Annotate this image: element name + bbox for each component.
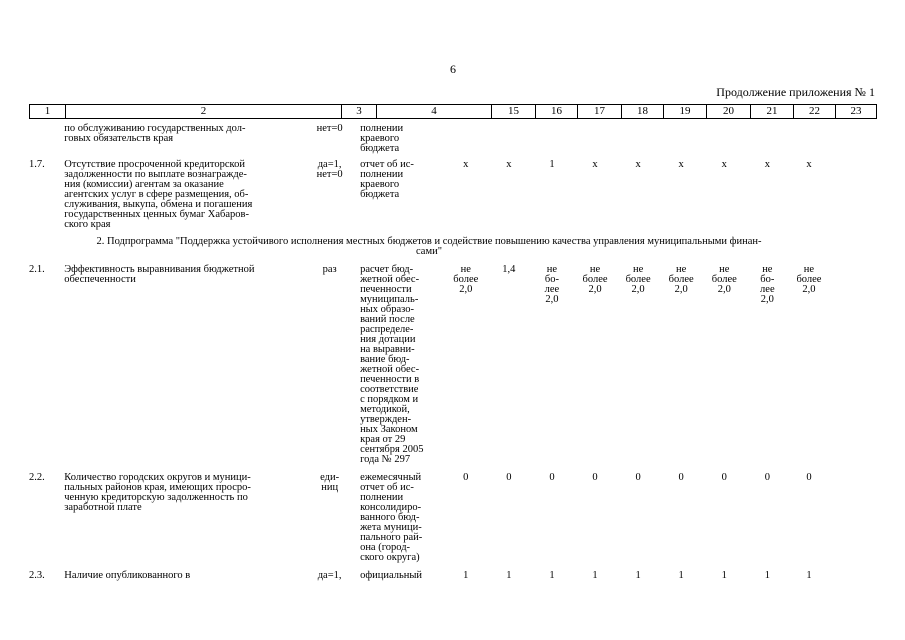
value-col-15: 1 xyxy=(463,570,469,581)
source: полнении краевого бюджета xyxy=(360,123,404,154)
value-col-16: х xyxy=(506,159,512,170)
value-col-19: не более 2,0 xyxy=(625,264,651,295)
value-col-15: х xyxy=(463,159,469,170)
indicator-name: Отсутствие просроченной кредиторской задолженности по выплате вознагражде- ния (комиссии) агентам за оказание агентских услуг в сфере размещения, об- служивания, выкупа, обмена и погашения государственных ценных бумаг Хабаров- ского края xyxy=(64,159,253,230)
unit: нет=0 xyxy=(316,123,343,134)
indicator-name: Количество городских округов и муници- пальных районов края, имеющих просро- ченную кредиторскую задолженность по заработной плате xyxy=(64,472,251,513)
value-col-22: 0 xyxy=(764,472,770,483)
value-col-17: не бо- лее 2,0 xyxy=(544,264,560,305)
indicator-name: Эффективность выравнивания бюджетной обеспеченности xyxy=(64,264,255,285)
unit: раз xyxy=(322,264,337,275)
value-col-15: 0 xyxy=(463,472,469,483)
value-col-21: 1 xyxy=(721,570,727,581)
col-header-20: 20 xyxy=(707,105,751,119)
unit: еди- ниц xyxy=(320,472,340,493)
unit: да=1, нет=0 xyxy=(316,159,343,180)
col-header-3: 3 xyxy=(342,105,377,119)
value-col-20: 1 xyxy=(678,570,684,581)
value-col-23: не более 2,0 xyxy=(796,264,822,295)
value-col-22: не бо- лее 2,0 xyxy=(760,264,775,305)
value-col-19: 0 xyxy=(635,472,641,483)
col-header-18: 18 xyxy=(622,105,664,119)
value-col-16: 0 xyxy=(506,472,512,483)
table-row xyxy=(29,124,829,154)
column-header-row xyxy=(29,104,877,119)
value-col-17: 0 xyxy=(549,472,555,483)
value-col-20: х xyxy=(678,159,684,170)
col-header-17: 17 xyxy=(578,105,622,119)
table-body xyxy=(29,124,829,581)
section-heading: 2. Подпрограмма "Поддержка устойчивого исполнения местных бюджетов и содействие повышению качества управления муниципальными финан- сами" xyxy=(96,236,762,257)
col-header-23: 23 xyxy=(836,105,877,119)
value-col-18: не более 2,0 xyxy=(582,264,608,295)
row-number: 2.3. xyxy=(29,570,45,581)
col-header-21: 21 xyxy=(751,105,794,119)
value-col-17: 1 xyxy=(549,570,555,581)
value-col-19: х xyxy=(635,159,641,170)
page-number: 6 xyxy=(450,62,456,76)
table-row xyxy=(29,265,829,465)
value-col-16: 1 xyxy=(506,570,512,581)
col-header-4: 4 xyxy=(377,105,492,119)
value-col-18: х xyxy=(592,159,598,170)
value-col-23: 1 xyxy=(806,570,812,581)
indicator-name: по обслуживанию государственных дол- говых обязательств края xyxy=(64,123,246,144)
source: расчет бюд- жетной обес- печенности муниципаль- ных образо- ваний после распределе- ния дотации на выравни- вание бюд- жетной обес- печенности в соответствие с порядком и методикой, утвержден- ных Законом края от 29 сентября 2005 года № 297 xyxy=(360,264,424,465)
value-col-22: 1 xyxy=(764,570,770,581)
value-col-17: 1 xyxy=(549,159,555,170)
value-col-20: 0 xyxy=(678,472,684,483)
continuation-label: Продолжение приложения № 1 xyxy=(716,85,875,99)
source: официальный xyxy=(360,570,423,581)
value-col-18: 0 xyxy=(592,472,598,483)
value-col-18: 1 xyxy=(592,570,598,581)
unit: да=1, xyxy=(317,570,342,581)
col-header-1: 1 xyxy=(30,105,66,119)
row-number: 2.1. xyxy=(29,264,45,275)
source: отчет об ис- полнении краевого бюджета xyxy=(360,159,414,200)
table-row xyxy=(29,571,829,581)
source: ежемесячный отчет об ис- полнении консолидиро- ванного бюд- жета муници- пального рай- она (город- ского округа) xyxy=(360,472,423,563)
value-col-16: 1,4 xyxy=(502,264,516,275)
row-number: 2.2. xyxy=(29,472,45,483)
value-col-23: х xyxy=(806,159,812,170)
table-row xyxy=(29,473,829,563)
col-header-16: 16 xyxy=(536,105,578,119)
value-col-21: х xyxy=(721,159,727,170)
col-header-22: 22 xyxy=(794,105,836,119)
table-row xyxy=(29,160,829,230)
value-col-21: не более 2,0 xyxy=(711,264,737,295)
value-col-15: не более 2,0 xyxy=(453,264,479,295)
value-col-22: х xyxy=(764,159,770,170)
indicator-name: Наличие опубликованного в xyxy=(64,570,191,581)
col-header-15: 15 xyxy=(492,105,536,119)
col-header-19: 19 xyxy=(664,105,707,119)
col-header-2: 2 xyxy=(66,105,342,119)
value-col-21: 0 xyxy=(721,472,727,483)
row-number: 1.7. xyxy=(29,159,45,170)
value-col-20: не более 2,0 xyxy=(668,264,694,295)
value-col-19: 1 xyxy=(635,570,641,581)
value-col-23: 0 xyxy=(806,472,812,483)
